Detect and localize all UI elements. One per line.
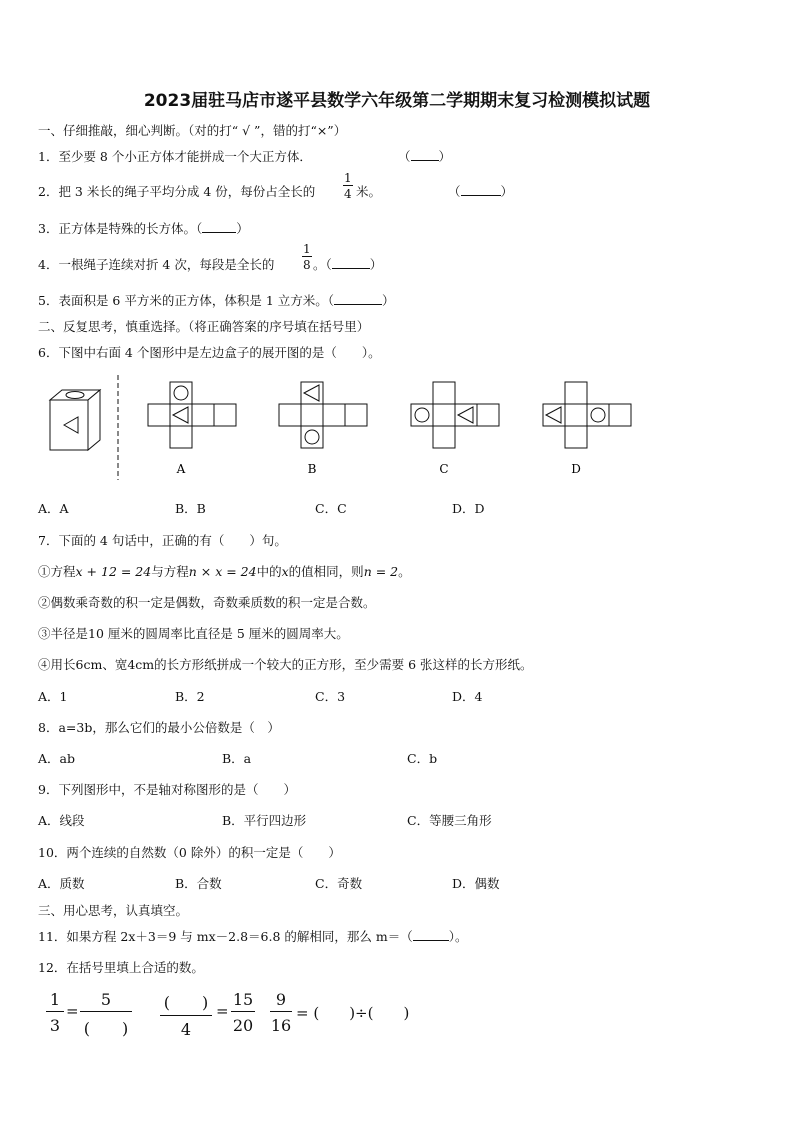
q7-option-b[interactable]: B．2: [175, 689, 205, 704]
section-3-heading: 三、用心思考，认真填空。: [38, 903, 189, 918]
question-2-unit: 米。: [356, 184, 382, 199]
question-7: 7．下面的 4 句话中，正确的有（ ）句。: [38, 533, 287, 548]
q10-option-b[interactable]: B．合数: [175, 876, 222, 891]
q8-option-c[interactable]: C．b: [407, 751, 438, 766]
net-c[interactable]: [411, 382, 499, 448]
q7-option-c[interactable]: C．3: [315, 689, 346, 704]
q12-division-blank[interactable]: = ( )÷( ): [296, 1004, 410, 1022]
question-1: [38, 147, 452, 165]
question-11-text: 11．如果方程 2x＋3＝9 与 mx－2.8＝6.8 的解相同，那么 m＝（: [38, 929, 413, 944]
question-9: 9．下列图形中，不是轴对称图形的是（ ）: [38, 782, 296, 797]
net-label-c: C: [439, 462, 449, 476]
net-d[interactable]: [543, 382, 631, 448]
q7-statement-2: ②偶数乘奇数的积一定是偶数，奇数乘质数的积一定是合数。: [38, 595, 376, 610]
net-b[interactable]: [279, 382, 367, 448]
question-4-answer[interactable]: 。（ ）: [313, 257, 383, 272]
q12-fraction-2[interactable]: 5 ( ): [80, 990, 132, 1039]
q10-option-c[interactable]: C．奇数: [315, 876, 363, 891]
q12-equals-1: =: [66, 1002, 79, 1020]
q12-fraction-1: 1 3: [46, 990, 64, 1035]
q9-option-a[interactable]: A．线段: [38, 813, 85, 828]
q7-statement-1: ①方程x + 12 = 24与方程n × x = 24中的x的值相同，则n = 2。: [38, 564, 411, 579]
q10-option-d[interactable]: D．偶数: [452, 876, 500, 891]
question-2-text: 2．把 3 米长的绳子平均分成 4 份，每份占全长的: [38, 184, 316, 199]
question-5-text: 5．表面积是 6 平方米的正方体，体积是 1 立方米。（: [38, 293, 335, 308]
question-4-text: 4．一根绳子连续对折 4 次，每段是全长的: [38, 257, 275, 272]
question-8: 8．a=3b，那么它们的最小公倍数是（ ）: [38, 720, 280, 735]
question-12: 12．在括号里填上合适的数。: [38, 960, 204, 975]
q6-option-a[interactable]: A．A: [38, 501, 69, 516]
question-3-text: 3．正方体是特殊的长方体。（: [38, 221, 203, 236]
question-1-answer[interactable]: （ ）: [398, 149, 452, 164]
q6-option-b[interactable]: B．B: [175, 501, 206, 516]
question-6-figure: [38, 370, 648, 485]
q9-option-c[interactable]: C．等腰三角形: [407, 813, 492, 828]
net-a[interactable]: [148, 382, 236, 448]
question-2-answer[interactable]: （ ）: [448, 184, 514, 199]
q12-fraction-3[interactable]: ( ) 4: [160, 990, 212, 1039]
section-1-heading: 一、仔细推敲，细心判断。（对的打“ √ ”，错的打“×”）: [38, 123, 347, 138]
q7-option-d[interactable]: D．4: [452, 689, 483, 704]
question-2-fraction: $\frac{1}{4}$: [344, 171, 352, 201]
q7-statement-3: ③半径是10 厘米的圆周率比直径是 5 厘米的圆周率大。: [38, 626, 349, 641]
question-3-answer[interactable]: [202, 220, 236, 233]
q12-fraction-5: 9 16: [270, 990, 292, 1035]
q6-option-c[interactable]: C．C: [315, 501, 347, 516]
question-11: 11．如果方程 2x＋3＝9 与 mx－2.8＝6.8 的解相同，那么 m＝（ ）。: [38, 929, 468, 944]
question-1-text: 1．至少要 8 个小正方体才能拼成一个大正方体．: [38, 149, 312, 164]
question-4-fraction: $\frac{1}{8}$: [303, 242, 311, 272]
question-5-answer[interactable]: [334, 292, 382, 305]
question-5: 5．表面积是 6 平方米的正方体，体积是 1 立方米。（ ）: [38, 293, 395, 308]
section-2-heading: 二、反复思考，慎重选择。（将正确答案的序号填在括号里）: [38, 319, 370, 334]
q8-option-a[interactable]: A．ab: [38, 751, 75, 766]
page-title: 2023届驻马店市遂平县数学六年级第二学期期末复习检测模拟试题: [143, 91, 651, 111]
net-label-d: D: [571, 462, 581, 476]
net-label-a: A: [176, 462, 186, 476]
question-10: 10．两个连续的自然数（0 除外）的积一定是（ ）: [38, 845, 341, 860]
q6-option-d[interactable]: D．D: [452, 501, 485, 516]
q7-statement-4: ④用长6cm、宽4cm的长方形纸拼成一个较大的正方形，至少需要 6 张这样的长方形纸。: [38, 657, 533, 672]
net-label-b: B: [307, 462, 317, 476]
question-11-answer[interactable]: [413, 928, 449, 941]
question-3: 3．正方体是特殊的长方体。（ ）: [38, 221, 249, 236]
cube-box: [50, 390, 100, 450]
q12-equals-2: =: [216, 1002, 229, 1020]
question-6: 6．下图中右面 4 个图形中是左边盒子的展开图的是（ ）。: [38, 345, 381, 360]
q8-option-b[interactable]: B．a: [222, 751, 252, 766]
q12-fraction-4: 15 20: [232, 990, 254, 1035]
q10-option-a[interactable]: A．质数: [38, 876, 85, 891]
q7-option-a[interactable]: A．1: [38, 689, 68, 704]
q9-option-b[interactable]: B．平行四边形: [222, 813, 307, 828]
